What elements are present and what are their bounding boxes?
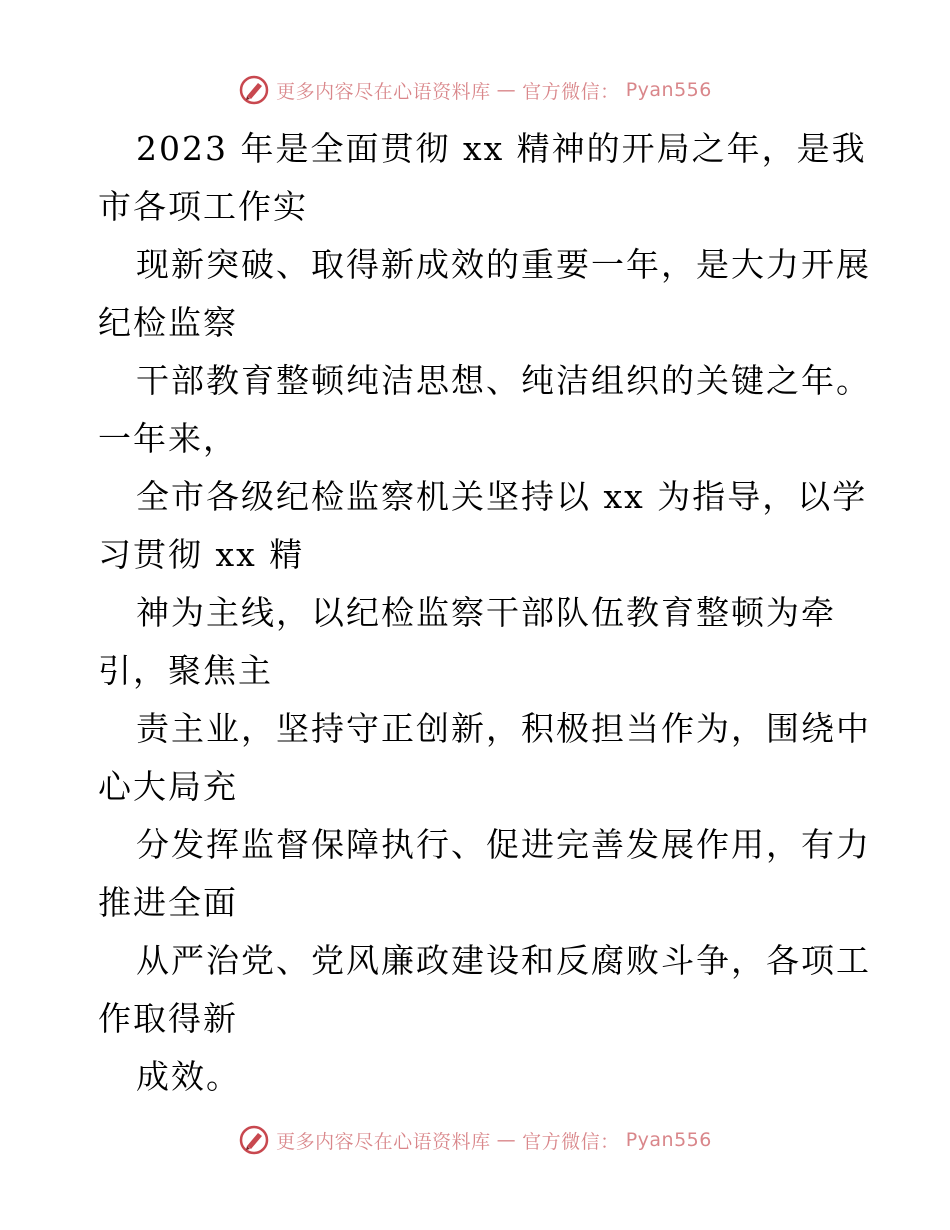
body-line: 现新突破、取得新成效的重要一年，是大力开展 — [136, 245, 871, 284]
document-body — [98, 120, 871, 1106]
watermark-wechat-label: 官方微信： — [522, 1130, 620, 1153]
body-line: 习贯彻 xx 精 — [98, 535, 305, 574]
body-line: 一年来， — [98, 419, 238, 458]
body-line: 市各项工作实 — [98, 187, 308, 226]
body-line: 作取得新 — [98, 999, 238, 1038]
pen-logo-icon — [238, 1124, 270, 1156]
body-line: 2023 年是全面贯彻 xx 精神的开局之年，是我 — [136, 129, 867, 168]
body-line: 从严治党、党风廉政建设和反腐败斗争，各项工 — [136, 941, 871, 980]
body-line: 纪检监察 — [98, 303, 238, 342]
watermark-separator: — — [496, 1129, 517, 1151]
pen-logo-icon — [238, 74, 270, 106]
body-line: 引，聚焦主 — [98, 651, 273, 690]
body-line: 责主业，坚持守正创新，积极担当作为，围绕中 — [136, 709, 871, 748]
watermark-site-text: 更多内容尽在心语资料库 — [276, 1130, 491, 1153]
header-watermark — [0, 70, 950, 110]
body-line: 心大局充 — [98, 767, 238, 806]
body-line: 成效。 — [136, 1057, 241, 1096]
body-line: 神为主线，以纪检监察干部队伍教育整顿为牵 — [136, 593, 836, 632]
watermark-wechat-label: 官方微信： — [522, 80, 620, 103]
watermark-site-text: 更多内容尽在心语资料库 — [276, 80, 491, 103]
body-line: 分发挥监督保障执行、促进完善发展作用，有力 — [136, 825, 871, 864]
watermark-wechat-id: Pyan556 — [625, 1129, 712, 1151]
watermark-wechat-id: Pyan556 — [625, 79, 712, 101]
body-line: 推进全面 — [98, 883, 238, 922]
watermark-separator: — — [496, 79, 517, 101]
body-line: 干部教育整顿纯洁思想、纯洁组织的关键之年。 — [136, 361, 871, 400]
footer-watermark — [0, 1120, 950, 1160]
body-line: 全市各级纪检监察机关坚持以 xx 为指导，以学 — [136, 477, 868, 516]
